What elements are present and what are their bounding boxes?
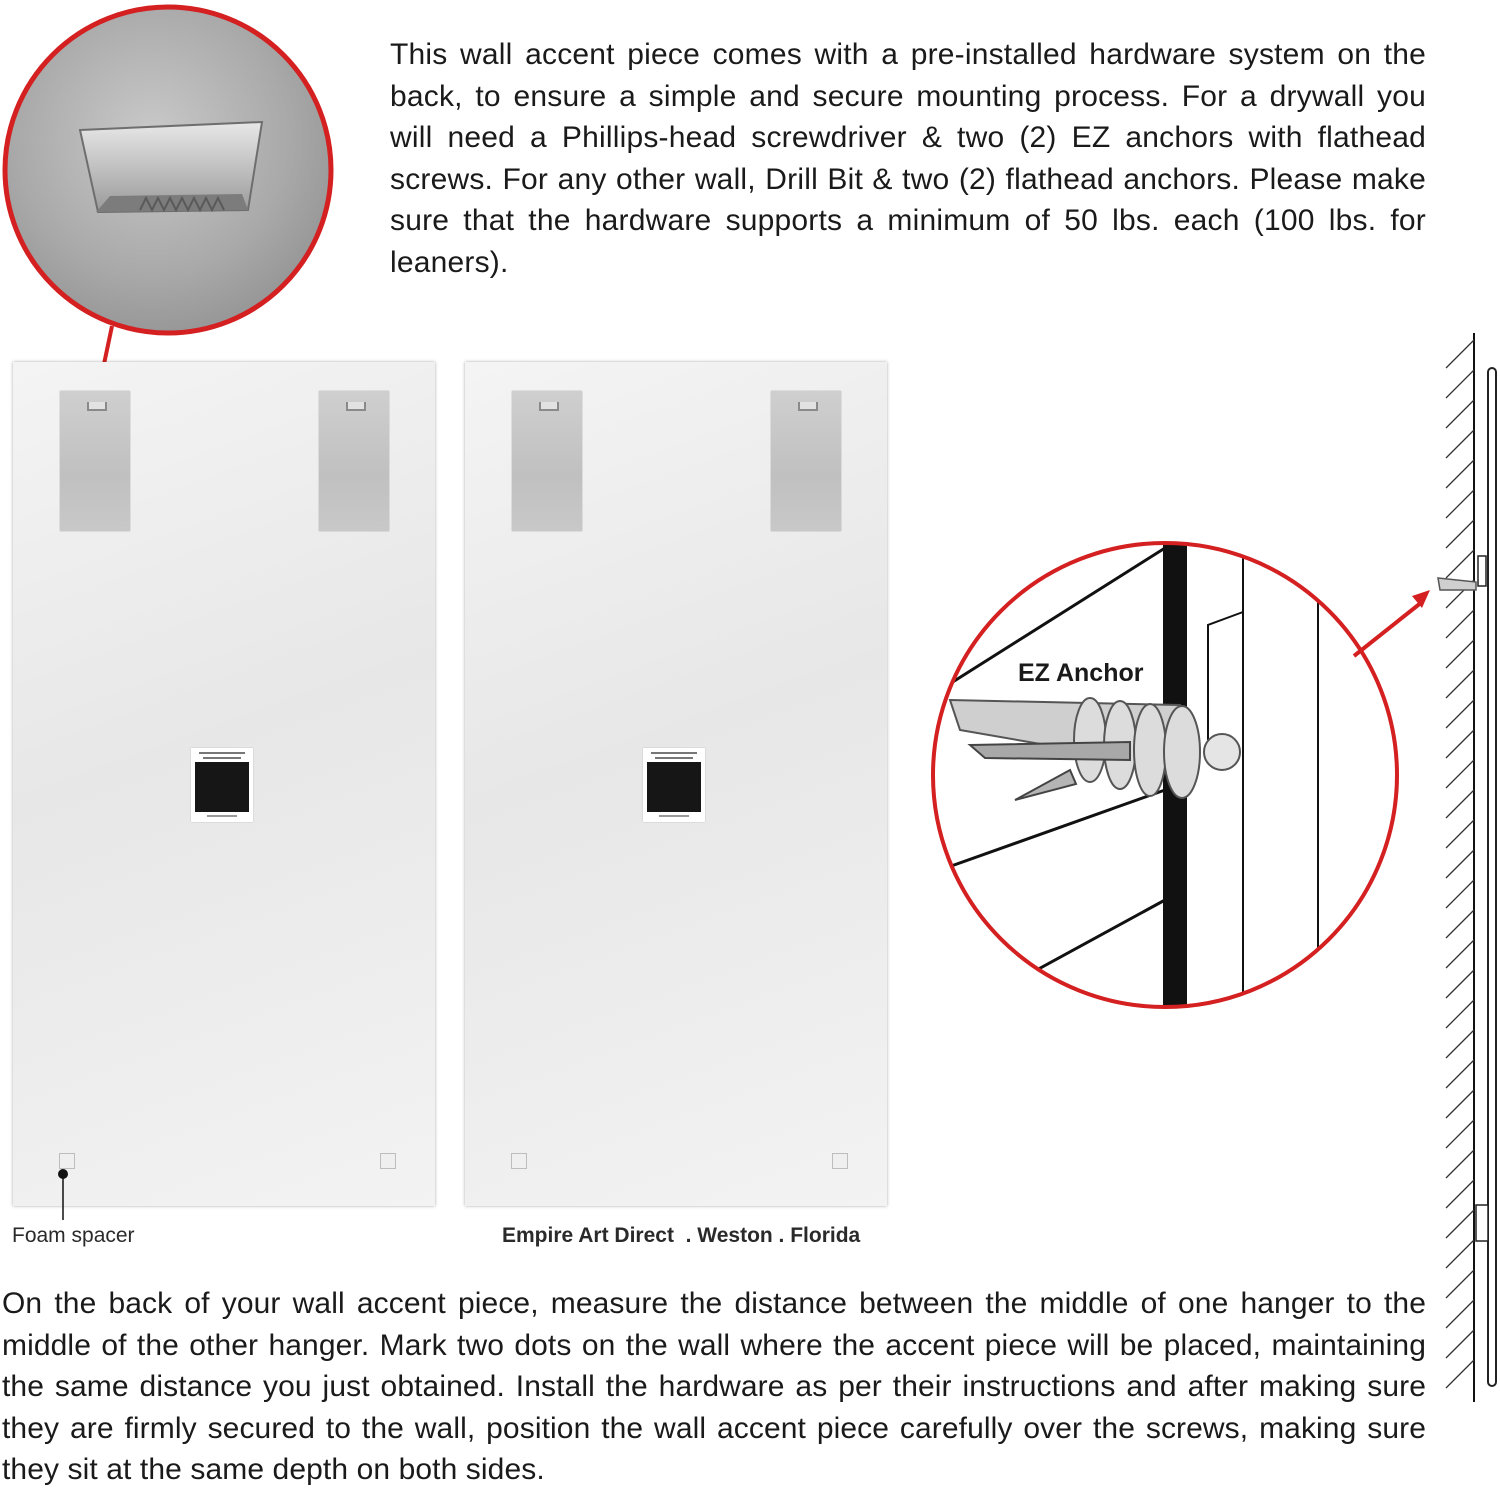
foam-spacer-label: Foam spacer [12, 1224, 135, 1247]
intro-paragraph: This wall accent piece comes with a pre-installed hardware system on the back, to ensure a simple and secure mounting process. For a drywall you will need a Phillips-head screwdriver & two (2) EZ anchors with flathead screws. For any other wall, Drill Bit & two (2) flathead anchors. Please make sure that the hardware supports a minimum of 50 lbs. each (100 lbs. for leaners). [390, 38, 1426, 279]
hanging-instructions-label [191, 748, 253, 822]
mounting-plate-left [60, 391, 130, 531]
ez-anchor-icon [933, 540, 1397, 1020]
sawtooth-hanger-icon [346, 402, 366, 411]
wall-cross-section-icon [1438, 333, 1496, 1402]
ez-anchor-label: EZ Anchor [1018, 659, 1144, 687]
foam-spacer-left [59, 1153, 75, 1169]
sawtooth-hanger-icon [539, 402, 559, 411]
artwork-back-panel-left [13, 362, 435, 1206]
foam-spacer-right [832, 1153, 848, 1169]
artwork-back-panel-right [465, 362, 887, 1206]
instructions-paragraph: On the back of your wall accent piece, measure the distance between the middle of one hanger to the middle of the other hanger. Mark two dots on the wall where the accent piece will be placed, maintaining the same distance you just obtained. Install the hardware as per their instructions and after making sure they are firmly secured to the wall, position the wall accent piece carefully over the screws, making sure they sit at the same depth on both sides. [2, 1287, 1426, 1486]
mounting-plate-right [771, 391, 841, 531]
company-label: Empire Art Direct . Weston . Florida [502, 1224, 861, 1247]
foam-spacer-left [511, 1153, 527, 1169]
anchor-pointer-arrow [1354, 590, 1430, 656]
sawtooth-hanger-icon [798, 402, 818, 411]
mounting-plate-right [319, 391, 389, 531]
sawtooth-hanger-icon [5, 7, 331, 333]
sawtooth-hanger-icon [87, 402, 107, 411]
mounting-plate-left [512, 391, 582, 531]
foam-spacer-right [380, 1153, 396, 1169]
hanging-instructions-label [643, 748, 705, 822]
